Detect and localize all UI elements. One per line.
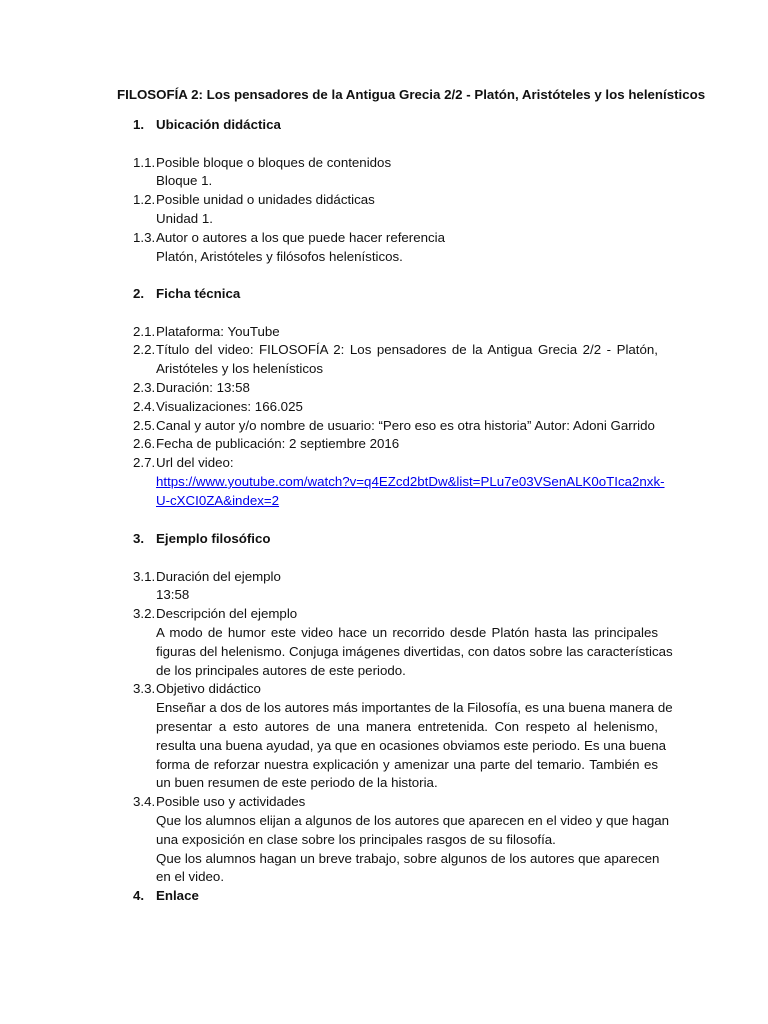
list-item (0, 435, 658, 454)
item-text: Visualizaciones: 166.025 (156, 398, 303, 414)
item-number: 3.3. (133, 681, 156, 697)
section-ejemplo-filosofico (0, 530, 768, 906)
paragraph-line: presentar a esto autores de una manera entretenida. Con respeto al helenismo, (156, 718, 658, 734)
item-label: Descripción del ejemplo (156, 606, 298, 622)
section-heading (0, 116, 768, 135)
list-item (0, 605, 673, 680)
item-number: 2.2. (133, 342, 156, 358)
list-item (0, 417, 658, 436)
section-heading-enlace (0, 887, 768, 906)
list-item (0, 341, 658, 379)
list-item (0, 793, 670, 887)
item-number: 1.2. (133, 192, 156, 208)
paragraph-line: figuras del helenismo. Conjuga imágenes divertidas, con datos sobre las características (156, 643, 673, 659)
item-number: 3.2. (133, 606, 156, 622)
item-number: 2.1. (133, 323, 156, 339)
section-number: 4. (133, 888, 145, 904)
document-title: FILOSOFÍA 2: Los pensadores de la Antigua Grecia 2/2 - Platón, Aristóteles y los helenísticos (117, 87, 706, 102)
video-url-link-part1[interactable]: https://www.youtube.com/watch?v=q4EZcd2btDw&list=PLu7e03VSenALK0oTIca2nxk- (156, 473, 665, 489)
section-heading (0, 530, 768, 549)
item-text: Duración: 13:58 (156, 379, 250, 395)
item-number: 2.5. (133, 417, 156, 433)
item-number: 3.1. (133, 568, 156, 584)
item-number: 1.3. (133, 229, 156, 245)
item-number: 1.1. (133, 154, 156, 170)
paragraph-line: en el video. (156, 869, 225, 885)
item-label: Url del video: (156, 455, 234, 471)
section-number: 3. (133, 531, 145, 546)
list-item (0, 323, 658, 342)
item-text: Plataforma: YouTube (156, 323, 280, 339)
list-item (0, 379, 658, 398)
item-number: 3.4. (133, 794, 156, 810)
section-heading-text: Enlace (156, 888, 199, 904)
item-text: Título del video: FILOSOFÍA 2: Los pensadores de la Antigua Grecia 2/2 - Platón, (156, 342, 658, 358)
section-heading (0, 285, 768, 304)
item-value: 13:58 (156, 587, 190, 603)
video-url-link[interactable] (156, 473, 665, 511)
item-value: Unidad 1. (156, 210, 213, 226)
item-text: Canal y autor y/o nombre de usuario: “Pero eso es otra historia” Autor: Adoni Garrido (156, 417, 655, 433)
item-text: Fecha de publicación: 2 septiembre 2016 (156, 436, 400, 452)
list-item (0, 568, 658, 606)
item-number: 2.6. (133, 436, 156, 452)
item-label: Posible unidad o unidades didácticas (156, 192, 375, 208)
section-ubicacion-didactica (0, 116, 768, 266)
paragraph-line: una exposición en clase sobre los principales rasgos de su filosofía. (156, 831, 556, 847)
item-number: 2.4. (133, 398, 156, 414)
list-item (0, 154, 658, 192)
list-item (0, 680, 673, 793)
item-label: Posible uso y actividades (156, 794, 306, 810)
item-label: Objetivo didáctico (156, 681, 261, 697)
list-item (0, 398, 658, 417)
section-heading-text: Ficha técnica (156, 286, 241, 301)
paragraph-line: Que los alumnos hagan un breve trabajo, sobre algunos de los autores que aparecen (156, 850, 660, 866)
section-number: 2. (133, 286, 145, 301)
item-value: Platón, Aristóteles y filósofos helenísticos. (156, 248, 403, 264)
item-label: Autor o autores a los que puede hacer referencia (156, 229, 446, 245)
paragraph-line: Que los alumnos elijan a algunos de los autores que aparecen en el video y que hagan (156, 812, 670, 828)
section-number: 1. (133, 117, 145, 132)
section-heading-text: Ejemplo filosófico (156, 531, 271, 546)
item-number: 2.3. (133, 379, 156, 395)
paragraph-line: de los principales autores de este periodo. (156, 662, 406, 678)
paragraph-line: forma de reforzar nuestra explicación y amenizar una parte del temario. También es (156, 756, 658, 772)
list-item (0, 454, 665, 510)
item-number: 2.7. (133, 455, 156, 471)
list-item (0, 229, 658, 267)
list-item (0, 191, 658, 229)
paragraph-line: A modo de humor este video hace un recorrido desde Platón hasta las principales (156, 624, 658, 640)
item-value: Bloque 1. (156, 173, 213, 189)
video-url-link-part2[interactable]: U-cXCI0ZA&index=2 (156, 492, 280, 508)
item-label: Duración del ejemplo (156, 568, 281, 584)
item-text: Aristóteles y los helenísticos (156, 361, 324, 377)
item-label: Posible bloque o bloques de contenidos (156, 154, 392, 170)
section-ficha-tecnica (0, 285, 768, 511)
paragraph-line: resulta una buena ayudad, ya que en ocasiones obviamos este periodo. Es una buena (156, 737, 667, 753)
paragraph-line: un buen resumen de este periodo de la historia. (156, 775, 438, 791)
section-heading-text: Ubicación didáctica (156, 117, 281, 132)
paragraph-line: Enseñar a dos de los autores más importantes de la Filosofía, es una buena manera de (156, 700, 673, 716)
